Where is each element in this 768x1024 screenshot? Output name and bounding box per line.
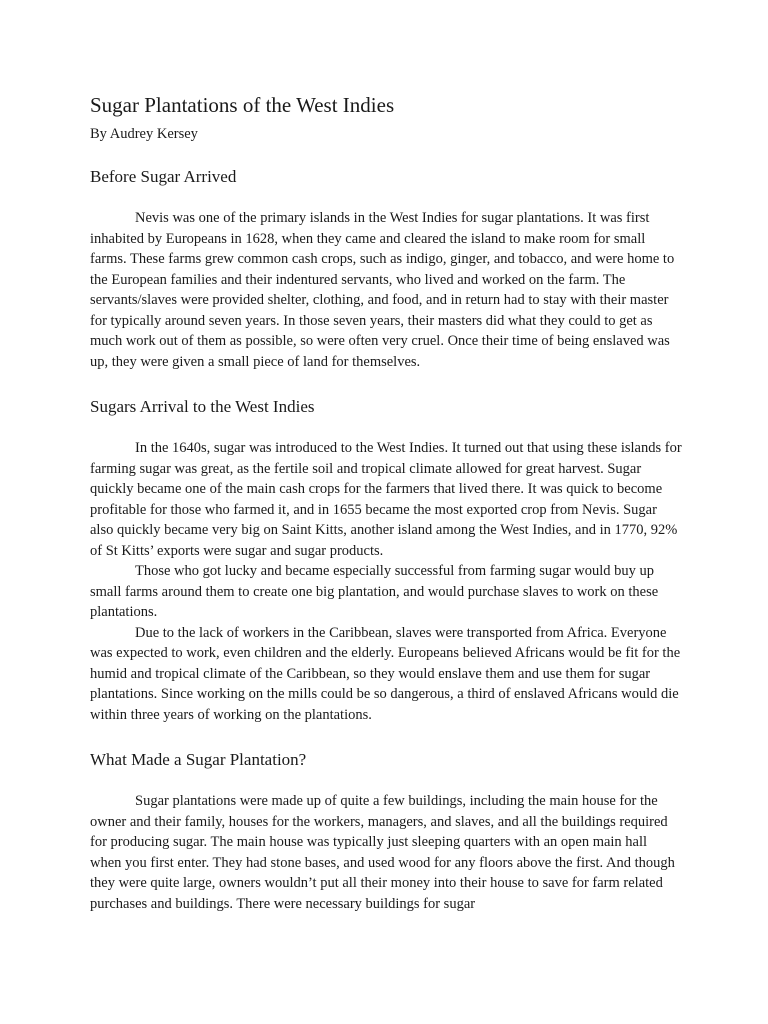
- paragraph: In the 1640s, sugar was introduced to the West Indies. It turned out that using these islands for farming sugar was great, as the fertile soil and tropical climate allowed for great harvest. Sugar quickly became one of the main cash crops for the farmers that lived there. It was quick to become profitable for those who farmed it, and in 1655 became the most exported crop from Nevis. Sugar also quickly became very big on Saint Kitts, another island among the West Indies, and in 1770, 92% of St Kitts’ exports were sugar and sugar products.: [90, 440, 682, 559]
- paragraph: Due to the lack of workers in the Caribbean, slaves were transported from Africa. Everyone was expected to work, even children and the elderly. Europeans believed Africans would be fit for the humid and tropical climate of the Caribbean, so they would enslave them and use them for sugar plantations. Since working on the mills could be so dangerous, a third of enslaved Africans would die within three years of working on the plantations.: [90, 624, 681, 723]
- document-title: Sugar Plantations of the West Indies: [90, 93, 395, 117]
- document-author: By Audrey Kersey: [90, 126, 198, 142]
- paragraph: Those who got lucky and became especially successful from farming sugar would buy up small farms around them to create one big plantation, and would purchase slaves to work on these plantations.: [90, 563, 659, 620]
- document-page: [90, 92, 682, 914]
- paragraph: Sugar plantations were made up of quite a few buildings, including the main house for the owner and their family, houses for the workers, managers, and slaves, and all the buildings required for producing sugar. The main house was typically just sleeping quarters with an open main hall when you first enter. They had stone bases, and used wood for any floors above the first. And though they were quite large, owners wouldn’t put all their money into their house to save for farm related purchases and buildings. There were necessary buildings for sugar: [90, 793, 675, 912]
- section-heading-what-made-plantation: What Made a Sugar Plantation?: [90, 750, 307, 769]
- section-heading-sugars-arrival: Sugars Arrival to the West Indies: [90, 397, 315, 416]
- paragraph: Nevis was one of the primary islands in the West Indies for sugar plantations. It was first inhabited by Europeans in 1628, when they came and cleared the island to make room for small farms. These farms grew common cash crops, such as indigo, ginger, and tobacco, and were home to the European families and their indentured servants, who lived and worked on the farm. The servants/slaves were provided shelter, clothing, and food, and in return had to stay with their master for typically around seven years. In those seven years, their masters did what they could to get as much work out of them as possible, so were often very cruel. Once their time of being enslaved was up, they were given a small piece of land for themselves.: [90, 210, 675, 370]
- section-heading-before-sugar: Before Sugar Arrived: [90, 167, 237, 186]
